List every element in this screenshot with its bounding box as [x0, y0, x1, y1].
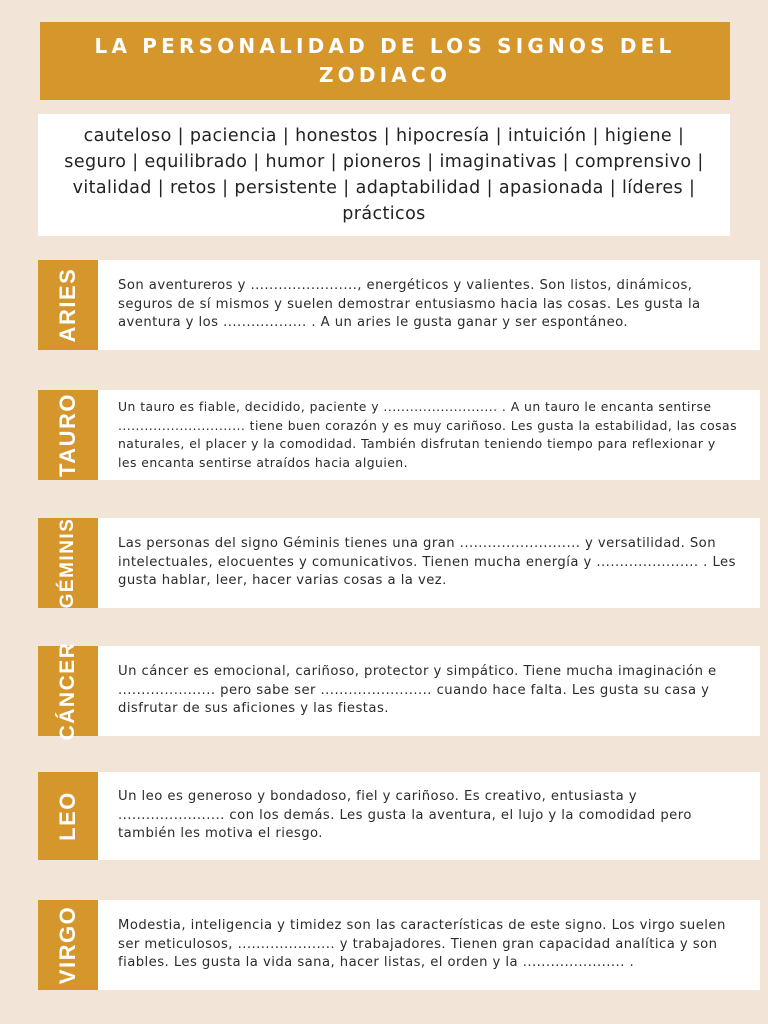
sign-description-geminis [98, 518, 760, 608]
sign-card-virgo [38, 900, 760, 990]
sign-label-tauro [38, 390, 98, 480]
sign-label-leo [38, 772, 98, 860]
sign-text-virgo: Modestia, inteligencia y timidez son las características de este signo. Los virgo suelen ser meticulosos, ..................... y trabajadores. Tienen gran capacidad analítica y son fiables. Les gusta la vida sana, hacer listas, el orden y la ...................... . [118, 918, 726, 971]
sign-name-leo: LEO [55, 791, 80, 841]
sign-text-aries: Son aventureros y ......................., energéticos y valientes. Son listos, dinámicos, seguros de sí mismos y suelen demostrar entusiasmo hacia las cosas. Les gusta la aventura y los .................. . A un aries le gusta ganar y ser espontáneo. [118, 278, 701, 331]
sign-card-geminis [38, 518, 760, 608]
sign-text-leo: Un leo es generoso y bondadoso, fiel y cariñoso. Es creativo, entusiasta y ....................... con los demás. Les gusta la aventura, el lujo y la comodidad pero también les motiva el riesgo. [118, 789, 692, 842]
sign-text-geminis: Las personas del signo Géminis tienes una gran .......................... y versatilidad. Son intelectuales, elocuentes y comunicativos. Tienen mucha energía y ...................... . Les gusta hablar, leer, hacer varias cosas a la vez. [118, 536, 736, 589]
word-bank-text: cauteloso | paciencia | honestos | hipocresía | intuición | higiene | seguro | equilibrado | humor | pioneros | imaginativas | comprensivo | vitalidad | retos | persistente | adaptabilidad | apasionada | líderes | prácticos [64, 126, 704, 224]
sign-card-tauro [38, 390, 760, 480]
word-bank [38, 114, 730, 236]
sign-name-virgo: VIRGO [55, 905, 80, 985]
sign-description-tauro [98, 390, 760, 480]
sign-name-geminis: GÉMINIS [57, 517, 78, 609]
sign-label-geminis [38, 518, 98, 608]
sign-label-cancer [38, 641, 98, 741]
sign-description-aries [98, 260, 760, 350]
sign-card-leo [38, 772, 760, 860]
sign-name-aries: ARIES [55, 267, 80, 343]
sign-description-leo [98, 772, 760, 860]
sign-description-virgo [98, 900, 760, 990]
sign-card-cancer [38, 641, 760, 741]
title-banner [40, 22, 730, 100]
sign-text-tauro: Un tauro es fiable, decidido, paciente y .......................... . A un tauro le encanta sentirse ............................. tiene buen corazón y es muy cariñoso. Les gusta la estabilidad, las cosas naturales, el placer y la comodidad. También disfrutan teniendo tiempo para reflexionar y les encanta sentirse atraídos hacia alguien. [118, 399, 737, 470]
sign-text-cancer: Un cáncer es emocional, cariñoso, protector y simpático. Tiene mucha imaginación e ..................... pero sabe ser ........................ cuando hace falta. Les gusta su casa y disfrutar de sus aficiones y las fiestas. [118, 664, 717, 717]
sign-card-aries [38, 260, 760, 350]
sign-description-cancer [98, 646, 760, 736]
sign-name-tauro: TAURO [55, 392, 80, 478]
sign-label-aries [38, 260, 98, 350]
sign-label-virgo [38, 900, 98, 990]
sign-name-cancer: CÁNCER [56, 641, 79, 741]
page-title: LA PERSONALIDAD DE LOS SIGNOS DEL ZODIACO [94, 34, 676, 87]
